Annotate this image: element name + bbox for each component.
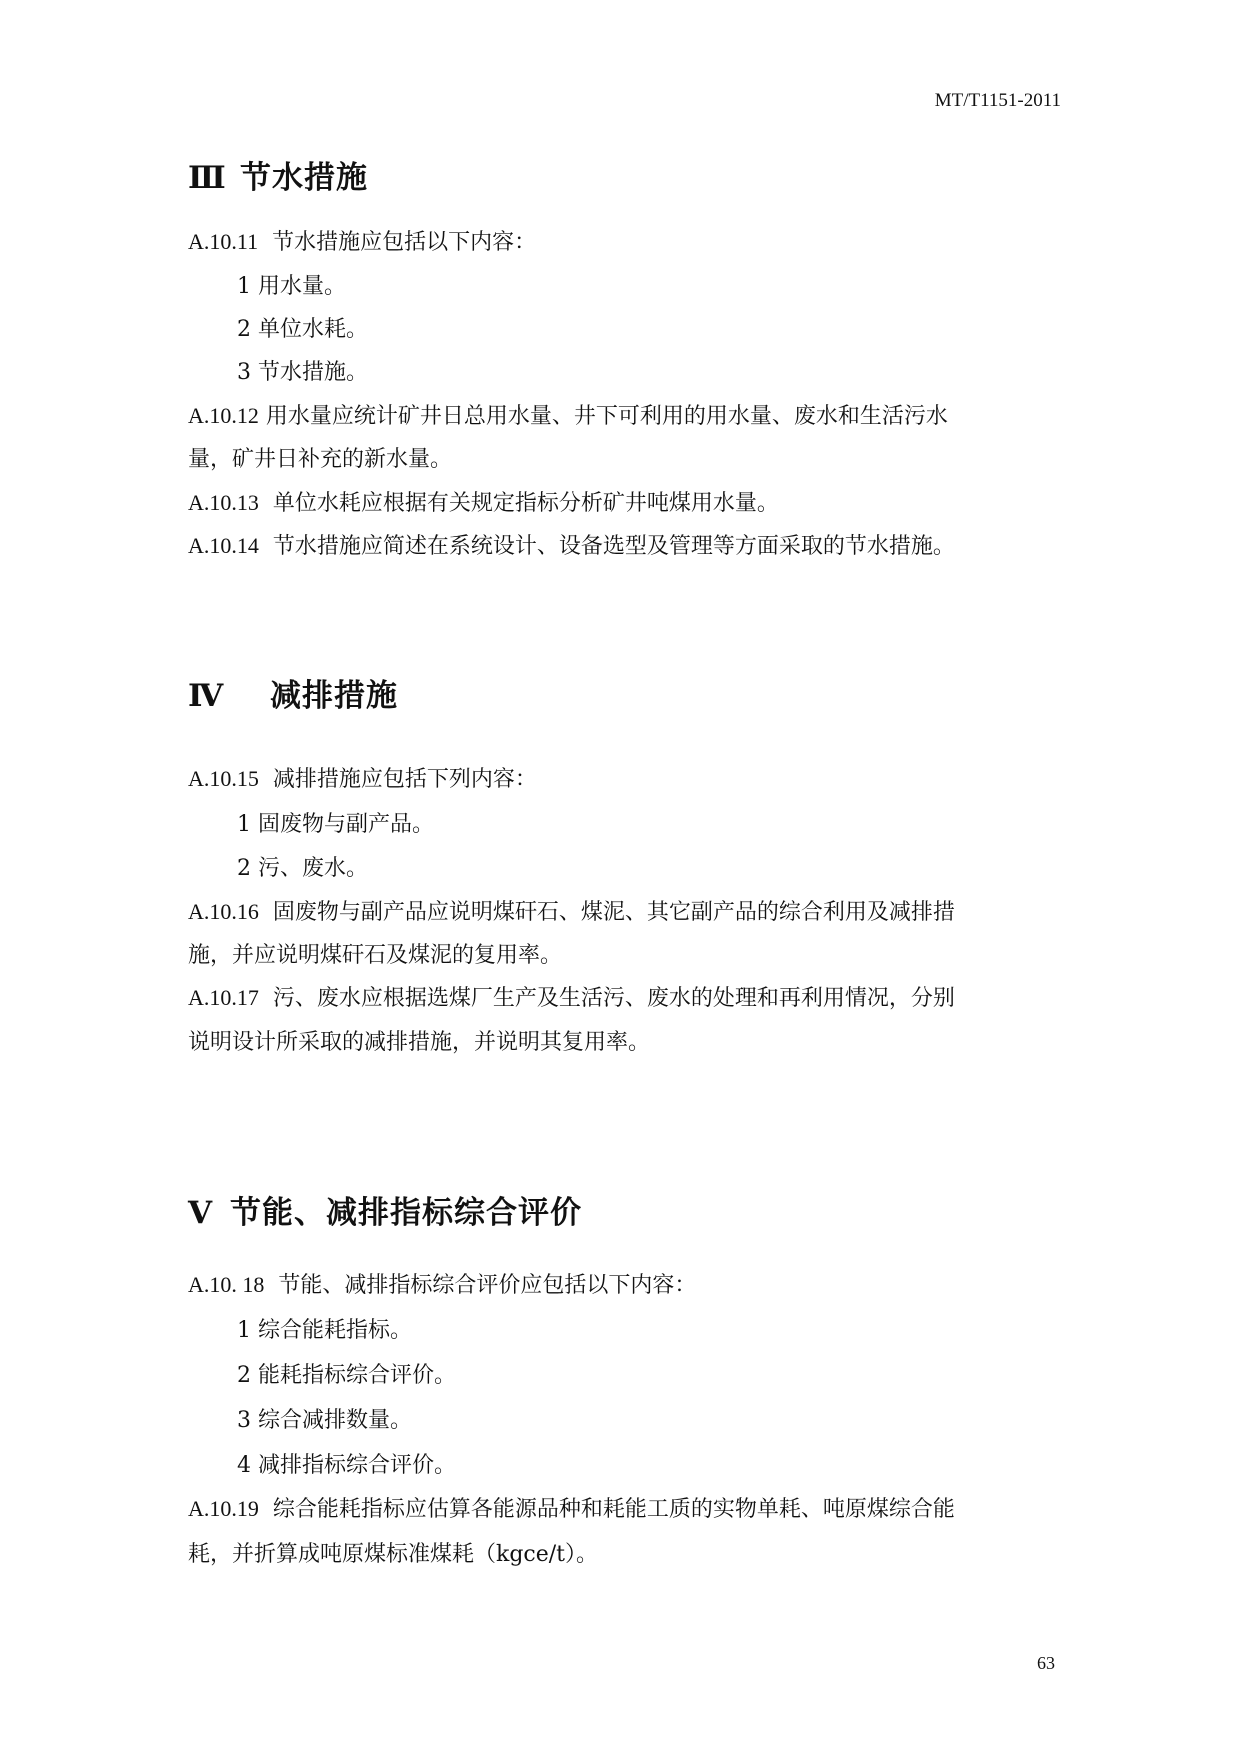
clause-code: A.10. 18 <box>188 1272 265 1297</box>
list-item: 2 能耗指标综合评价。 <box>237 1363 456 1388</box>
list-item: 4 减排指标综合评价。 <box>237 1453 456 1478</box>
list-item: 1 综合能耗指标。 <box>237 1318 412 1343</box>
section-title: 节水措施 <box>240 160 368 196</box>
clause-text: 单位水耗应根据有关规定指标分析矿井吨煤用水量。 <box>272 491 779 516</box>
section-numeral: Ⅲ <box>188 160 227 196</box>
clause-a-10-17-cont: 说明设计所采取的减排措施，并说明其复用率。 <box>188 1030 651 1055</box>
list-item: 1 固废物与副产品。 <box>237 812 434 837</box>
section-title: 节能、减排指标综合评价 <box>230 1195 582 1231</box>
clause-a-10-11 <box>188 225 536 256</box>
clause-a-10-14 <box>188 529 955 560</box>
clause-code: A.10.12 <box>188 403 259 428</box>
clause-code: A.10.19 <box>188 1496 259 1521</box>
clause-a-10-18 <box>188 1268 696 1299</box>
clause-text: 综合能耗指标应估算各能源品种和耗能工质的实物单耗、吨原煤综合能 <box>272 1497 955 1522</box>
clause-code: A.10.17 <box>188 985 259 1010</box>
section-title: 减排措施 <box>270 678 398 714</box>
clause-a-10-12-cont: 量，矿井日补充的新水量。 <box>188 447 453 472</box>
clause-a-10-19 <box>188 1492 955 1523</box>
clause-a-10-12 <box>188 399 948 430</box>
clause-code: A.10.13 <box>188 490 259 515</box>
page-number: 63 <box>1037 1653 1055 1673</box>
list-item: 3 节水措施。 <box>237 360 368 385</box>
section-heading-water-saving <box>188 152 368 197</box>
clause-text: 固废物与副产品应说明煤矸石、煤泥、其它副产品的综合利用及减排措 <box>272 900 955 925</box>
section-numeral: V <box>188 1195 214 1231</box>
clause-a-10-13 <box>188 486 779 517</box>
list-item: 2 污、废水。 <box>237 856 368 881</box>
clause-text: 节能、减排指标综合评价应包括以下内容： <box>278 1273 697 1298</box>
clause-a-10-15 <box>188 762 537 793</box>
clause-text: 减排措施应包括下列内容： <box>272 767 537 792</box>
clause-a-10-17 <box>188 981 955 1012</box>
clause-a-10-19-cont: 耗，并折算成吨原煤标准煤耗（kgce/t）。 <box>188 1542 599 1567</box>
section-heading-comprehensive-evaluation <box>188 1187 582 1232</box>
clause-code: A.10.11 <box>188 229 259 254</box>
list-item: 2 单位水耗。 <box>237 317 368 342</box>
clause-code: A.10.14 <box>188 533 259 558</box>
clause-code: A.10.16 <box>188 899 259 924</box>
clause-a-10-16-cont: 施，并应说明煤矸石及煤泥的复用率。 <box>188 943 563 968</box>
clause-text: 节水措施应简述在系统设计、设备选型及管理等方面采取的节水措施。 <box>272 534 955 559</box>
section-numeral: Ⅳ <box>188 678 225 714</box>
section-heading-emission-reduction <box>188 670 398 715</box>
list-item: 1 用水量。 <box>237 274 346 299</box>
clause-a-10-16 <box>188 895 955 926</box>
clause-text: 污、废水应根据选煤厂生产及生活污、废水的处理和再利用情况，分别 <box>272 986 955 1011</box>
clause-code: A.10.15 <box>188 766 259 791</box>
document-code: MT/T1151-2011 <box>934 90 1061 111</box>
list-item: 3 综合减排数量。 <box>237 1408 412 1433</box>
clause-text: 用水量应统计矿井日总用水量、井下可利用的用水量、废水和生活污水 <box>265 404 948 429</box>
clause-text: 节水措施应包括以下内容： <box>272 230 537 255</box>
